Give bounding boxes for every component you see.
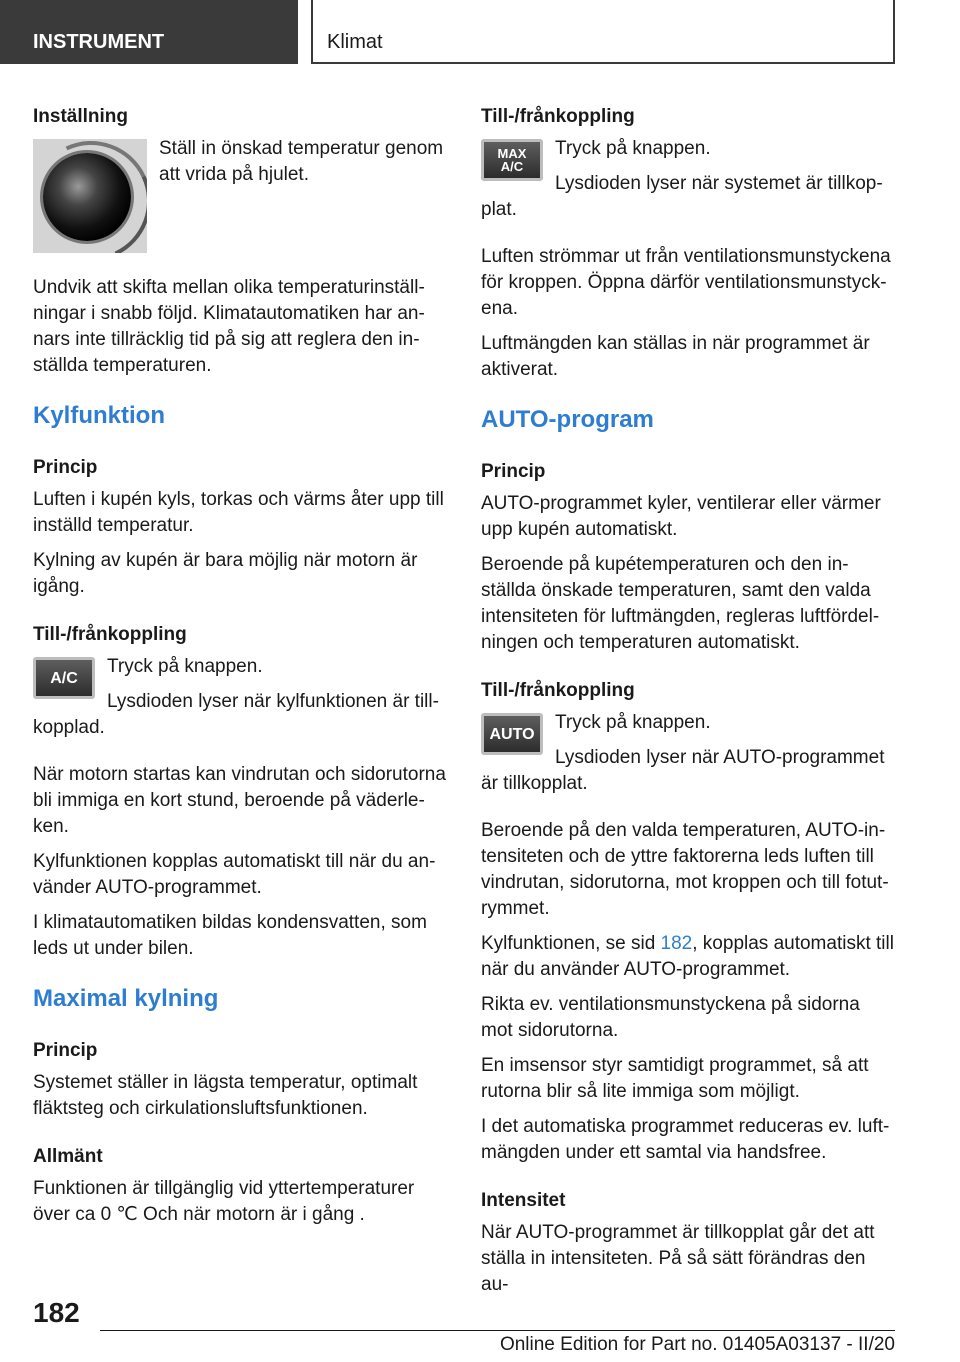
auto-button-label: AUTO: [489, 725, 535, 743]
auto-p6: En imsensor styr samtidigt programmet, så att rutorna blir så lite immiga som möjligt.: [481, 1055, 869, 1102]
cool-p3: När motorn startas kan vindrutan och sidorutorna bli immiga en kort stund, beroende på väderleken.: [33, 764, 446, 837]
auto-heading: AUTO-program: [481, 406, 654, 433]
max-principle-title: Princip: [33, 1040, 98, 1061]
auto-button-image: [481, 713, 543, 755]
footer-divider: [100, 1330, 895, 1331]
max-button-line1: MAX: [497, 146, 527, 161]
auto-p7: I det automatiska programmet reduceras ev. luftmängden under ett samtal via handsfree.: [481, 1116, 890, 1163]
auto-toggle-block: [481, 710, 896, 806]
chapter-title: Klimat: [327, 31, 383, 53]
chapter-tab: [311, 0, 895, 64]
max-toggle-block: [481, 136, 896, 232]
max-general-p1: Funktionen är tillgänglig vid yttertemperaturer över ca 0 ℃ Och när motorn är i gång .: [33, 1178, 415, 1225]
cool-p5: I klimatautomatiken bildas kondensvatten, som leds ut under bilen.: [33, 912, 427, 959]
intensity-title: Intensitet: [481, 1190, 566, 1211]
cool-toggle-p2: Lysdioden lyser när kylfunktionen är tillkopplad.: [33, 691, 439, 738]
ac-button-label: A/C: [50, 669, 78, 687]
cool-principle-p2: Kylning av kupén är bara möjlig när motorn är igång.: [33, 550, 418, 597]
cool-toggle-title: Till-/frånkoppling: [33, 624, 187, 645]
max-toggle-title: Till-/frånkoppling: [481, 106, 635, 127]
setting-text: Ställ in önskad temperatur genom att vrida på hjulet.: [159, 138, 444, 185]
left-column: [33, 104, 448, 1237]
section-title: INSTRUMENT: [33, 31, 165, 53]
auto-p4: [481, 931, 896, 983]
auto-toggle-p2: Lysdioden lyser när AUTO-programmet är tillkopplat.: [481, 747, 885, 794]
setting-block: [33, 136, 448, 257]
cool-heading: Kylfunktion: [33, 402, 165, 429]
temperature-wheel-icon: [43, 153, 131, 241]
setting-warning: Undvik att skifta mellan olika temperaturinställningar i snabb följd. Klimatautomatiken har annars inte tillräcklig tid på sig att reglera den inställda temperaturen.: [33, 277, 425, 376]
intensity-p1: När AUTO-programmet är tillkopplat går det att ställa in intensiteten. På så sätt förändras den au-: [481, 1222, 875, 1295]
max-p4: Luftmängden kan ställas in när programmet är aktiverat.: [481, 333, 870, 380]
auto-toggle-p1: Tryck på knappen.: [555, 712, 711, 733]
cool-toggle-block: [33, 654, 448, 750]
max-heading: Maximal kylning: [33, 985, 219, 1012]
setting-title: Inställning: [33, 106, 128, 127]
auto-p5: Rikta ev. ventilationsmunstyckena på sidorna mot sidorutorna.: [481, 994, 860, 1041]
max-toggle-p2: Lysdioden lyser när systemet är tillkopplat.: [481, 173, 883, 220]
cool-principle-title: Princip: [33, 457, 98, 478]
auto-p4-text-before: Kylfunktionen, se sid: [481, 933, 661, 954]
auto-principle-p2: Beroende på kupétemperaturen och den inställda önskade temperaturen, samt den valda intensiteten för luftmängden, regleras luftfördelningen och temperaturen automatiskt.: [481, 554, 880, 653]
auto-p3: Beroende på den valda temperaturen, AUTO-intensiteten och de yttre faktorerna leds luften till vindrutan, sidorutorna, mot kroppen och till fotutrymmet.: [481, 820, 889, 919]
auto-principle-p1: AUTO-programmet kyler, ventilerar eller värmer upp kupén automatiskt.: [481, 493, 881, 540]
max-p3: Luften strömmar ut från ventilationsmunstyckena för kroppen. Öppna därför ventilationsmunstyckena.: [481, 246, 891, 319]
cool-principle-p1: Luften i kupén kyls, torkas och värms åter upp till inställd temperatur.: [33, 489, 444, 536]
page-number: 182: [33, 1297, 80, 1328]
cool-p4: Kylfunktionen kopplas automatiskt till när du använder AUTO-programmet.: [33, 851, 436, 898]
section-tab: [0, 0, 298, 64]
max-toggle-p1: Tryck på knappen.: [555, 138, 711, 159]
max-general-title: Allmänt: [33, 1146, 103, 1167]
ac-button-image: [33, 657, 95, 699]
temperature-wheel-image: [33, 139, 147, 253]
max-button-line2: A/C: [500, 159, 524, 174]
cool-toggle-p1: Tryck på knappen.: [107, 656, 263, 677]
right-column: [481, 104, 896, 1307]
max-principle-p1: Systemet ställer in lägsta temperatur, optimalt fläktsteg och cirkulationsluftsfunktionen.: [33, 1072, 418, 1119]
max-ac-button-image: [481, 139, 543, 181]
edition-note: Online Edition for Part no. 01405A03137 - II/20: [499, 1334, 895, 1355]
page-link-182[interactable]: 182: [660, 933, 693, 954]
auto-toggle-title: Till-/frånkoppling: [481, 680, 635, 701]
auto-principle-title: Princip: [481, 461, 546, 482]
auto-p4-text-after: , kopplas automatiskt till när du använder AUTO-programmet.: [481, 933, 894, 980]
